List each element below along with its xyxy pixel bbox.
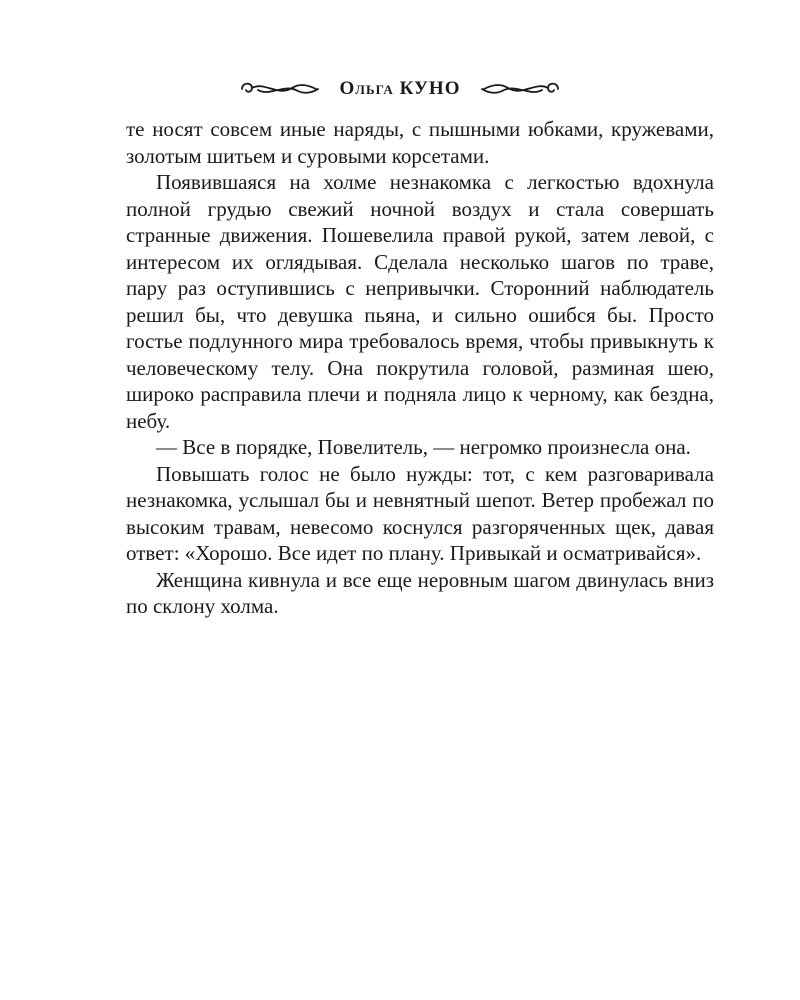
paragraph: Появившаяся на холме незнакомка с легкостью вдохнула полной грудью свежий ночной воздух и стала совершать странные движения. Пошевелила правой рукой, затем левой, с интересом их оглядывая. Сделала несколько шагов по траве, пару раз оступившись с непривычки. Сторонний наблюдатель решил бы, что девушка пьяна, и сильно ошибся бы. Просто гостье подлунного мира требовалось время, чтобы привыкнуть к человеческому телу. Она покрутила головой, разминая шею, широко расправила плечи и подняла лицо к черному, как бездна, небу. — [126, 170, 714, 433]
paragraph: — Все в порядке, Повелитель, — негромко произнесла она. — [156, 435, 691, 459]
left-flourish-icon — [234, 77, 326, 101]
paragraph: те носят совсем иные наряды, с пышными юбками, кружевами, золотым шитьем и суровыми корсетами. — [126, 117, 714, 168]
right-flourish-icon — [474, 77, 566, 101]
body-text — [126, 116, 714, 620]
running-header — [0, 72, 800, 106]
author-surname: КУНО — [399, 78, 461, 99]
running-head-title — [340, 78, 461, 100]
author-name: Ольга — [339, 78, 394, 99]
paragraph: Женщина кивнула и все еще неровным шагом двинулась вниз по склону холма. — [126, 567, 714, 618]
paragraph: Повышать голос не было нужды: тот, с кем разговаривала незнакомка, услышал бы и невнятный шепот. Ветер пробежал по высоким травам, невесомо коснулся разгоряченных щек, давая ответ: «Хорошо. Все идет по плану. Привыкай и осматривайся». — [126, 461, 714, 565]
